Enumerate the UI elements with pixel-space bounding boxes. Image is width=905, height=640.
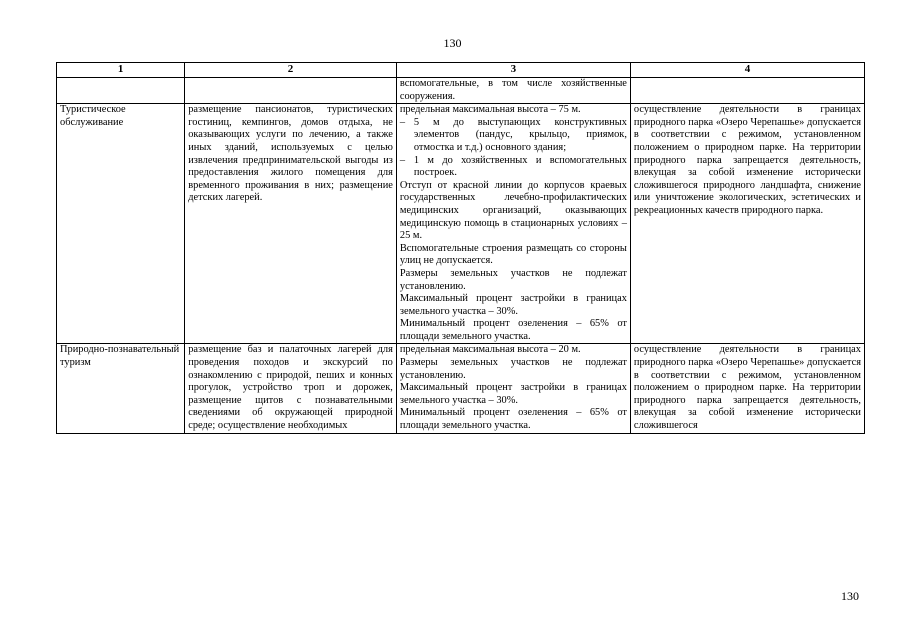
table-row-tourism [57, 104, 865, 344]
column-header-3: 3 [396, 63, 630, 78]
table-row-nature-tourism [57, 344, 865, 433]
cell-restrictions: осуществление деятельности в границах природного парка «Озеро Черепашье» допускается в соответствии с режимом, установленном положением о природном парке. На территории природного парка запрещается деятельность, влекущая за собой изменение исторически сложившегося природного ландшафта, снижение или уничтожение экологических, эстетических и рекреационных качеств природного парка. [630, 104, 864, 344]
column-header-2: 2 [185, 63, 397, 78]
cell-empty [630, 78, 864, 104]
cell-parameters: предельная максимальная высота – 75 м. – 5 м до выступающих конструктивных элементов (пандус, крыльцо, приямок, отмостка и т.д.) основного здания; – 1 м до хозяйственных и вспомогательных построек. Отступ от красной линии до корпусов краевых государственных лечебно-профилактических медицинских организаций, оказывающих медицинскую помощь в стационарных условиях – 25 м. Вспомогательные строения размещать со стороны улиц не допускается. Размеры земельных участков не подлежат установлению. Максимальный процент застройки в границах земельного участка – 30%. Минимальный процент озеленения – 65% от площади земельного участка. [396, 104, 630, 344]
regulations-table [56, 62, 865, 434]
cell-restrictions: осуществление деятельности в границах природного парка «Озеро Черепашье» допускается в соответствии с режимом, установленном положением о природном парке. На территории природного парка запрещается деятельность, влекущая за собой изменение исторически сложившегося [630, 344, 864, 433]
table-row-continuation [57, 78, 865, 104]
cell-use-description: размещение пансионатов, туристических гостиниц, кемпингов, домов отдыха, не оказывающих услуги по лечению, а также иных зданий, используемых с целью извлечения предпринимательской выгоды из предоставления жилого помещения для временного проживания в них; размещение детских лагерей. [185, 104, 397, 344]
table-header-row [57, 63, 865, 78]
column-header-1: 1 [57, 63, 185, 78]
cell-continuation-text: вспомогательные, в том числе хозяйственные сооружения. [396, 78, 630, 104]
page-number-bottom: 130 [841, 589, 859, 603]
page-number-top: 130 [443, 36, 462, 50]
cell-empty [185, 78, 397, 104]
list-item: – 5 м до выступающих конструктивных элементов (пандус, крыльцо, приямок, отмостка и т.д.) основного здания; [399, 116, 627, 153]
cell-use-type: Природно-познавательный туризм [57, 344, 185, 433]
list-item: – 1 м до хозяйственных и вспомогательных построек. [399, 154, 627, 179]
cell-use-type: Туристическое обслуживание [57, 104, 185, 344]
cell-parameters: предельная максимальная высота – 20 м. Размеры земельных участков не подлежат установлению. Максимальный процент застройки в границах земельного участка – 30%. Минимальный процент озеленения – 65% от площади земельного участка. [396, 344, 630, 433]
cell-use-description: размещение баз и палаточных лагерей для проведения походов и экскурсий по ознакомлению с природой, пеших и конных прогулок, устройство троп и дорожек, размещение щитов с познавательными сведениями об окружающей природной среде; осуществление необходимых [185, 344, 397, 433]
column-header-4: 4 [630, 63, 864, 78]
cell-empty [57, 78, 185, 104]
